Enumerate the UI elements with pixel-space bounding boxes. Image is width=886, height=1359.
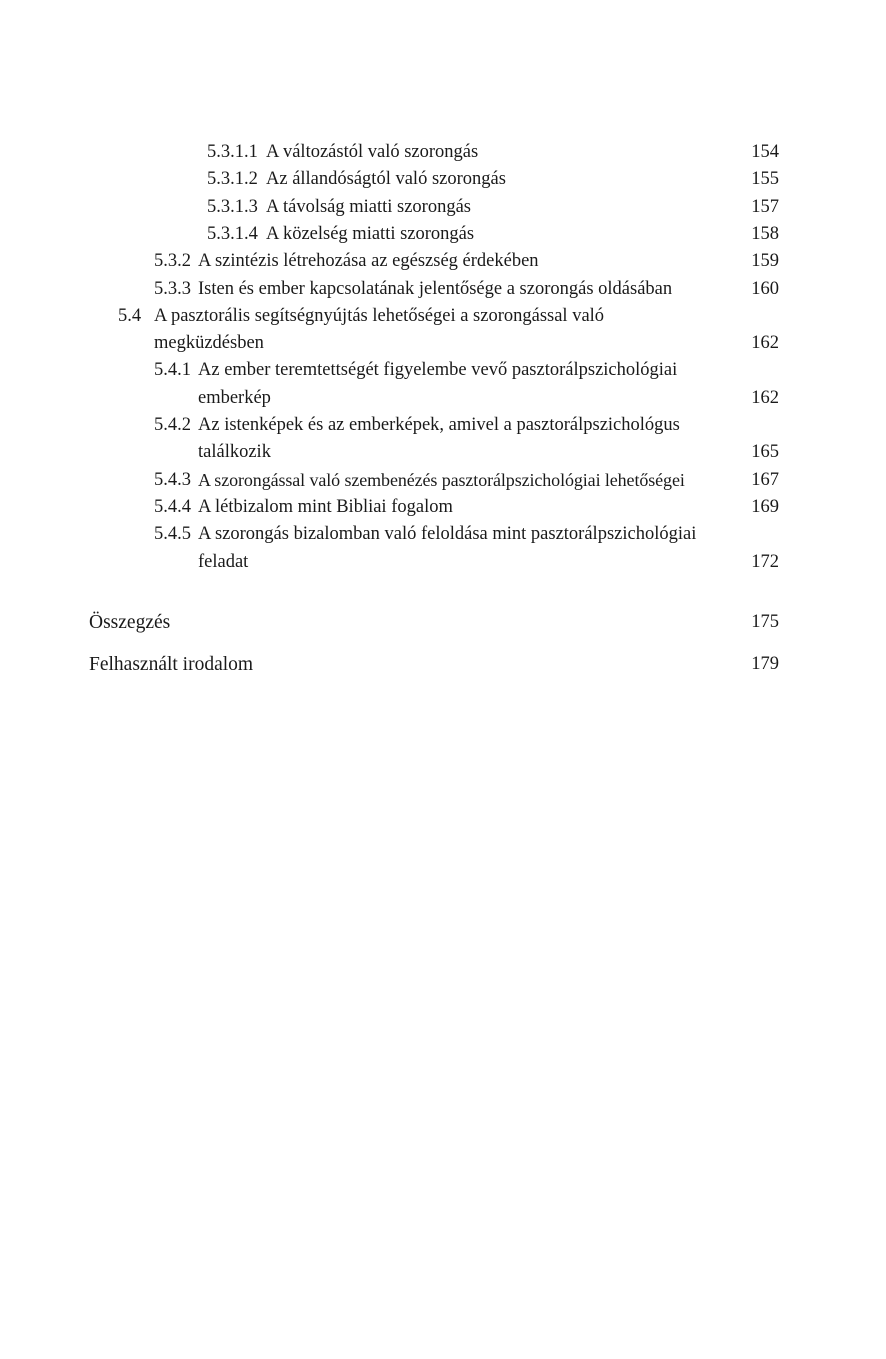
toc-page-number: 162 [751, 388, 779, 408]
toc-page-number: 162 [751, 333, 779, 353]
toc-title: A változástól való szorongás [266, 142, 479, 162]
toc-number: 5.4.2 [154, 415, 191, 435]
toc-title-continued: emberkép [198, 388, 271, 408]
toc-title: Az ember teremtettségét figyelembe vevő pasztorálpszichológiai [198, 360, 678, 380]
toc-page-number: 160 [751, 279, 779, 299]
toc-number: 5.3.1.4 [207, 224, 258, 244]
toc-page-number: 167 [751, 470, 779, 490]
toc-number: 5.3.1.1 [207, 142, 258, 162]
toc-number: 5.3.1.2 [207, 169, 258, 189]
toc-number: 5.4.3 [154, 470, 191, 490]
toc-title: A létbizalom mint Bibliai fogalom [198, 497, 453, 517]
toc-title: A pasztorális segítségnyújtás lehetőségei a szorongással való [154, 306, 605, 326]
toc-number: 5.3.1.3 [207, 197, 258, 217]
toc-page-number: 157 [751, 197, 779, 217]
toc-number: 5.4.5 [154, 524, 191, 544]
toc-entry [0, 357, 886, 411]
toc-number: 5.4 [118, 306, 142, 326]
toc-page-number: 169 [751, 497, 779, 517]
toc-page-number: 175 [751, 612, 779, 632]
toc-title: Isten és ember kapcsolatának jelentősége a szorongás oldásában [198, 279, 673, 299]
toc-page-number: 165 [751, 442, 779, 462]
toc-title: Az istenképek és az emberképek, amivel a pasztorálpszichológus [198, 415, 680, 435]
toc-title: A szorongással való szembenézés pasztorálpszichológiai lehetőségei [198, 470, 685, 490]
toc-title: Összegzés [89, 612, 171, 633]
toc-title: A szorongás bizalomban való feloldása mint pasztorálpszichológiai [198, 524, 697, 544]
toc-number: 5.4.1 [154, 360, 191, 380]
toc-page-number: 159 [751, 251, 779, 271]
toc-title: A közelség miatti szorongás [266, 224, 475, 244]
toc-title: Felhasznált irodalom [89, 654, 254, 675]
toc-number: 5.3.3 [154, 279, 191, 299]
toc-page-number: 158 [751, 224, 779, 244]
toc-page-number: 154 [751, 142, 779, 162]
toc-title-continued: feladat [198, 552, 249, 572]
toc-title-continued: találkozik [198, 442, 271, 462]
toc-page-number: 172 [751, 552, 779, 572]
toc-page-number: 155 [751, 169, 779, 189]
toc-title-continued: megküzdésben [154, 333, 264, 353]
toc-title: Az állandóságtól való szorongás [266, 169, 506, 189]
toc-page-number: 179 [751, 654, 779, 674]
toc-title: A szintézis létrehozása az egészség érdekében [198, 251, 539, 271]
toc-entry [0, 303, 886, 357]
toc-title: A távolság miatti szorongás [266, 197, 472, 217]
toc-entry [0, 521, 886, 575]
toc-number: 5.4.4 [154, 497, 191, 517]
toc-entry [0, 412, 886, 466]
toc-number: 5.3.2 [154, 251, 191, 271]
